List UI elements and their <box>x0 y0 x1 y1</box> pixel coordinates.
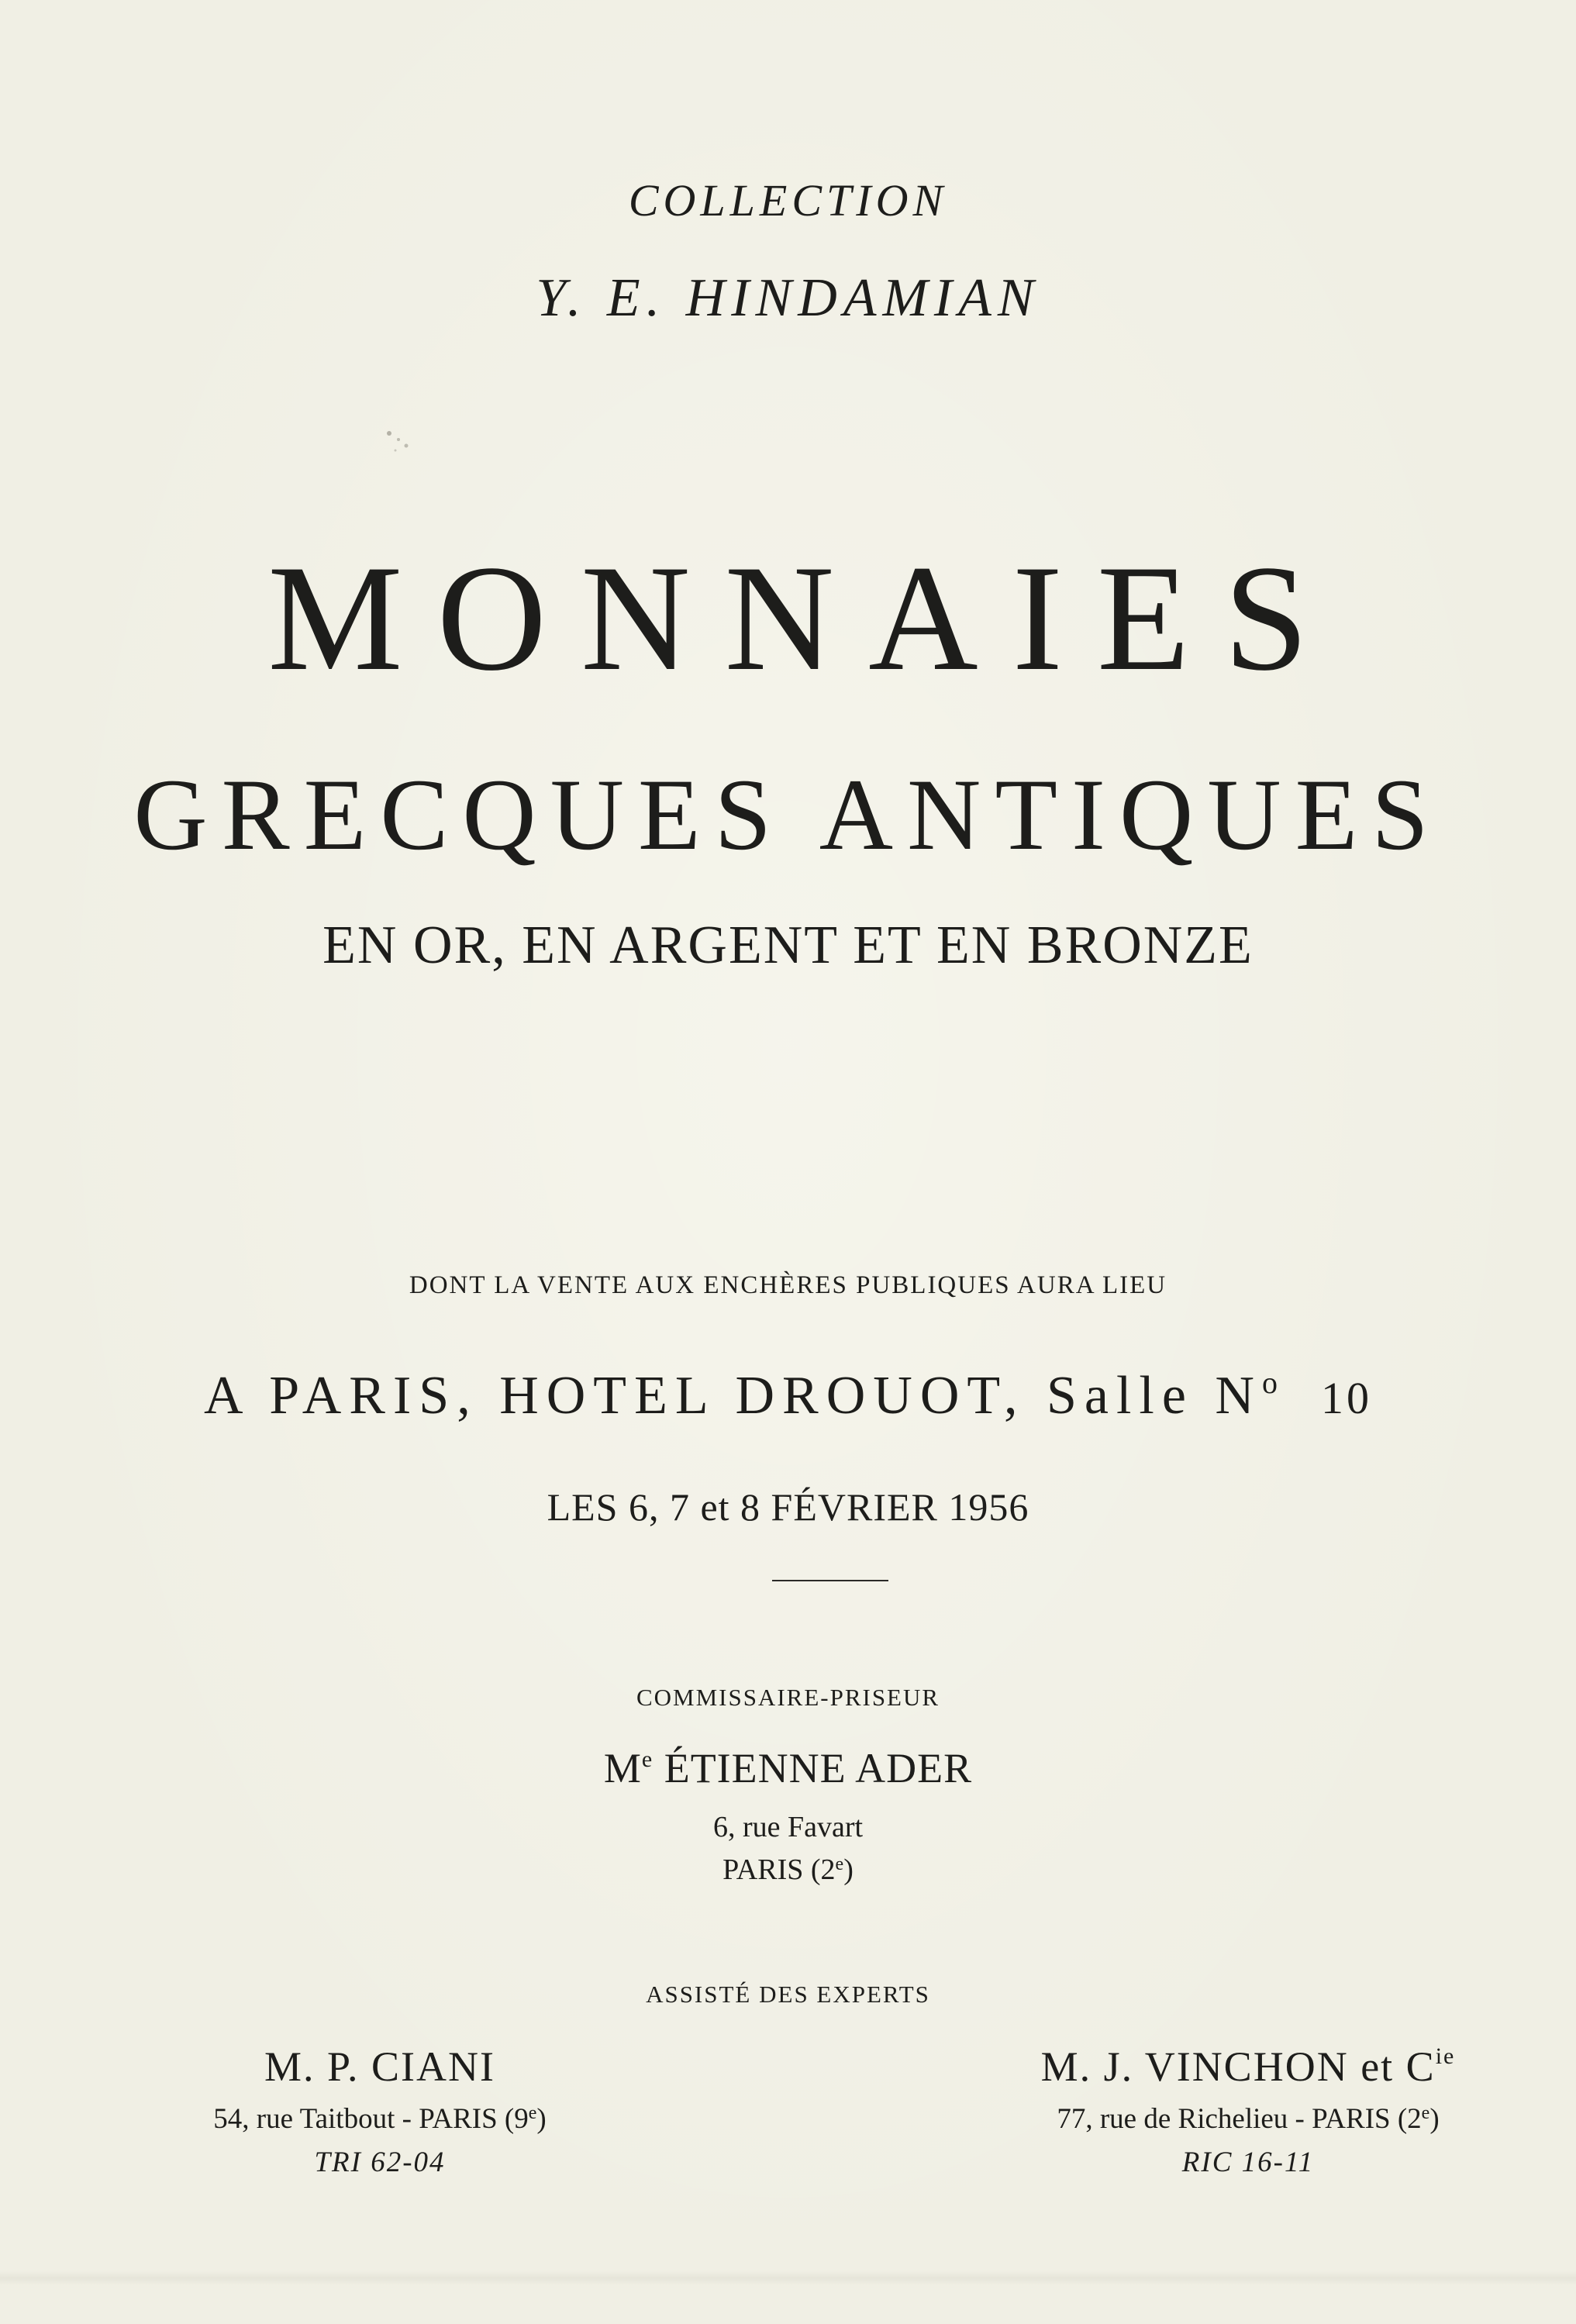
commissaire-name-prefix: M <box>603 1745 642 1791</box>
expert-right-address-suffix: ) <box>1429 2103 1440 2135</box>
commissaire-name <box>0 1744 1576 1792</box>
expert-left-address-suffix: ) <box>536 2103 547 2135</box>
title-metals: EN OR, EN ARGENT ET EN BRONZE <box>322 915 1254 975</box>
sale-venue <box>0 1364 1576 1427</box>
paper-speck-decoration <box>380 422 426 469</box>
expert-right-phone: RIC 16-11 <box>1181 2146 1315 2178</box>
sale-intro: DONT LA VENTE AUX ENCHÈRES PUBLIQUES AURA LIEU <box>409 1271 1167 1299</box>
expert-left-address <box>155 2102 605 2136</box>
commissaire-city <box>0 1853 1576 1887</box>
expert-right-name-prefix: M. J. VINCHON et C <box>1040 2043 1436 2090</box>
expert-right-address-prefix: 77, rue de Richelieu - PARIS (2 <box>1057 2103 1422 2135</box>
page-fold-shadow <box>0 2271 1576 2285</box>
commissaire-name-sup: e <box>641 1746 654 1772</box>
title-sub: GRECQUES ANTIQUES <box>133 757 1443 871</box>
collector-name: Y. E. HINDAMIAN <box>536 268 1040 328</box>
collection-label: COLLECTION <box>628 175 948 226</box>
commissaire-city-prefix: PARIS (2 <box>722 1853 836 1886</box>
commissaire-city-suffix: ) <box>843 1853 854 1886</box>
expert-left-address-sup: e <box>528 2103 537 2123</box>
expert-right-address-sup: e <box>1421 2103 1430 2123</box>
experts-title: ASSISTÉ DES EXPERTS <box>646 1981 930 2008</box>
expert-right-name <box>992 2043 1504 2091</box>
venue-number-sign: o <box>1261 1365 1278 1400</box>
expert-right-name-sup: ie <box>1435 2043 1456 2069</box>
expert-left-name: M. P. CIANI <box>264 2043 496 2090</box>
expert-left-address-prefix: 54, rue Taitbout - PARIS (9 <box>213 2103 529 2135</box>
commissaire-street: 6, rue Favart <box>712 1811 864 1843</box>
venue-prefix: A PARIS, HOTEL DROUOT, Salle N <box>204 1366 1262 1426</box>
title-main: MONNAIES <box>267 534 1343 702</box>
venue-room-number: 10 <box>1320 1373 1372 1423</box>
expert-left-phone: TRI 62-04 <box>314 2146 446 2178</box>
commissaire-title: COMMISSAIRE-PRISEUR <box>636 1684 940 1711</box>
commissaire-city-sup: e <box>835 1854 844 1874</box>
expert-right-address <box>992 2102 1504 2136</box>
commissaire-name-rest: ÉTIENNE ADER <box>653 1745 973 1791</box>
divider-rule <box>772 1580 888 1581</box>
sale-dates: LES 6, 7 et 8 FÉVRIER 1956 <box>547 1485 1029 1529</box>
